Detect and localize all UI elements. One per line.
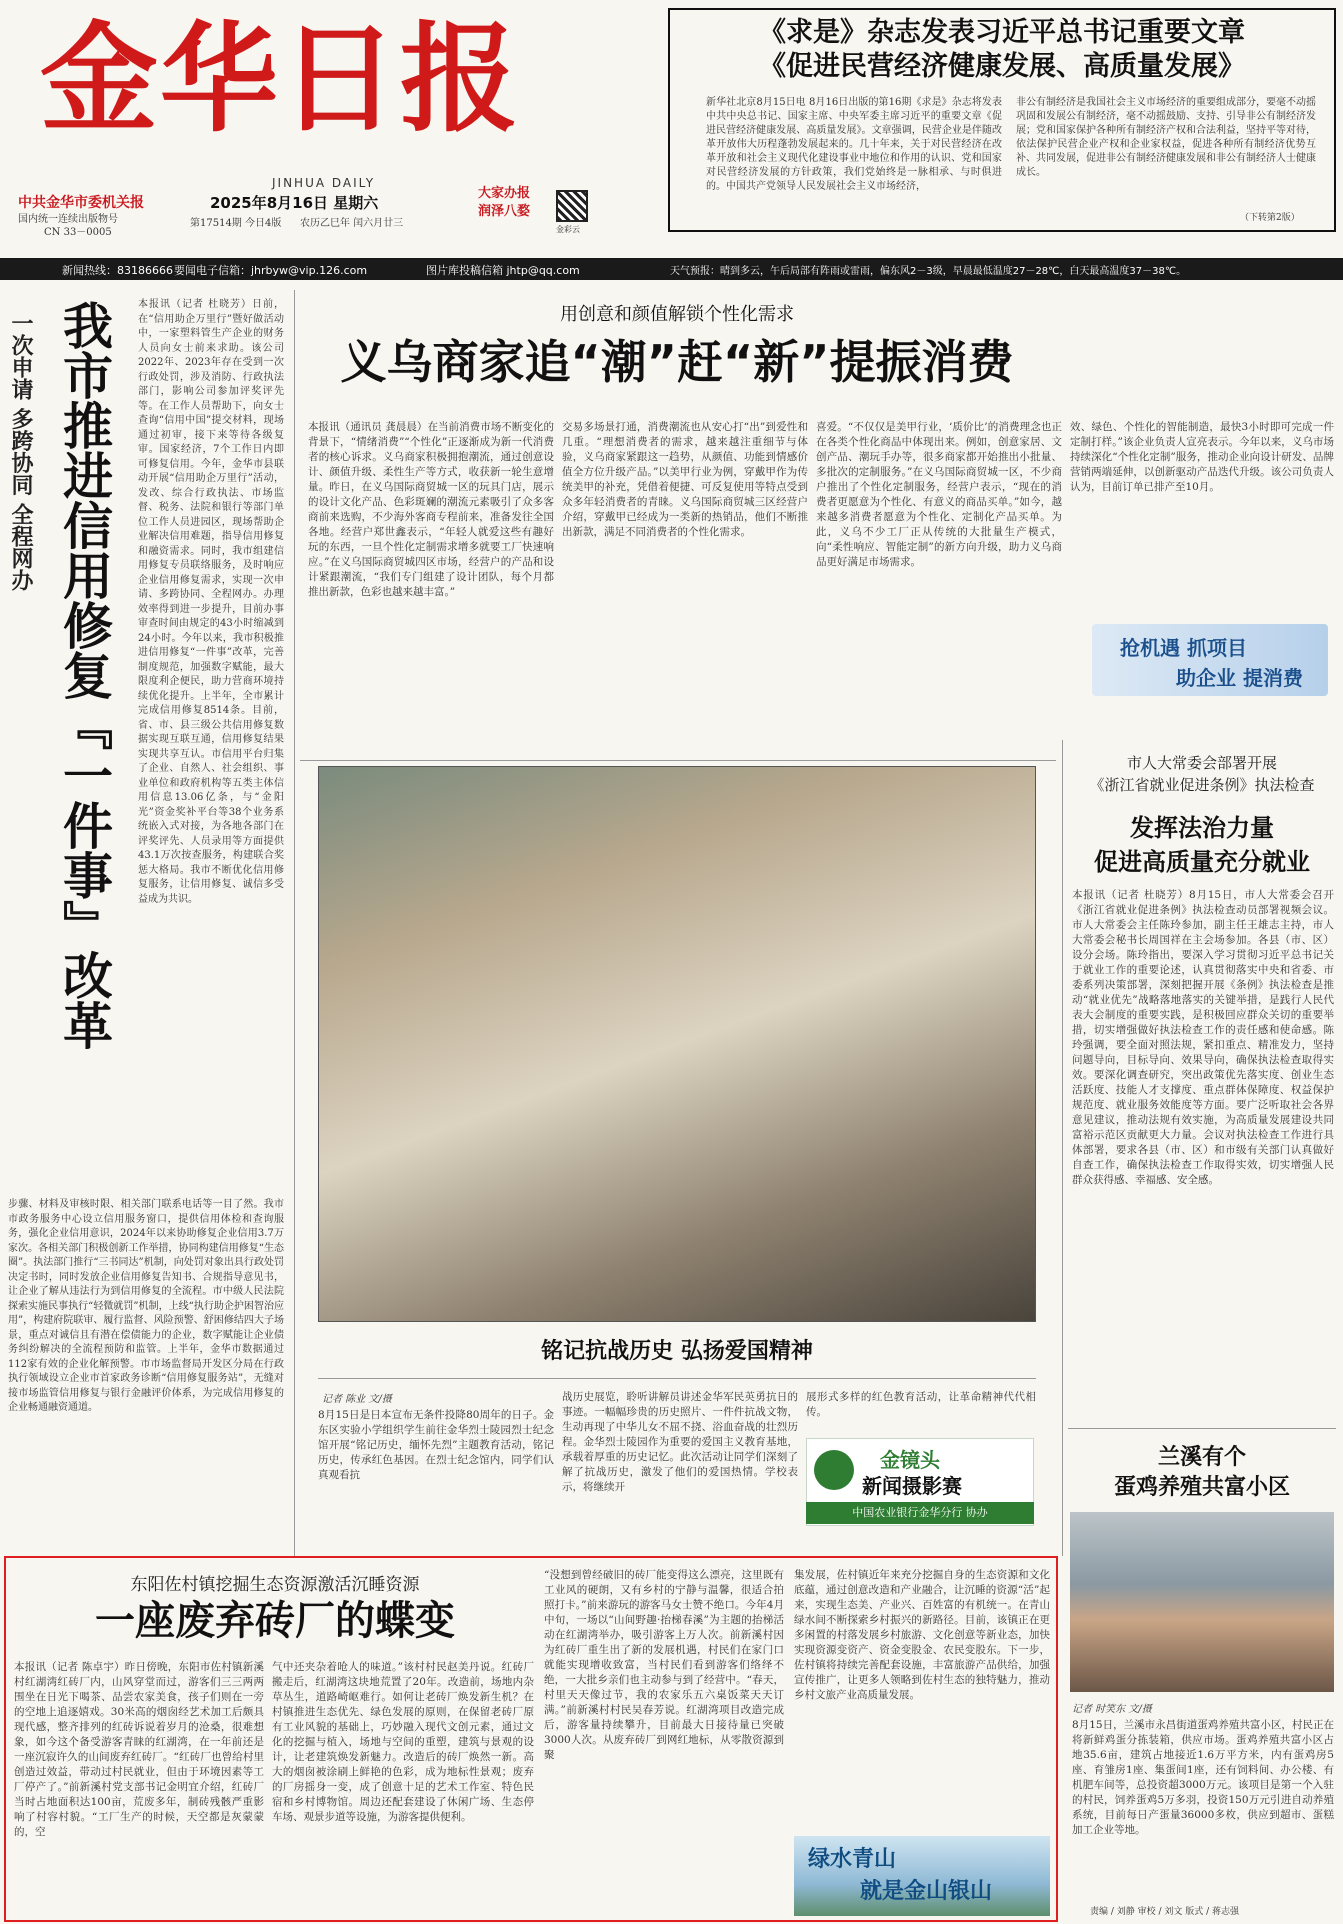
dongyang-col-4: 集发展，佐村镇近年来充分挖掘自身的生态资源和文化底蕴，通过创意改造和产业融合，让沉睡的资源“活”起来，实现生态美、产业兴、百姓富的有机统一。在青山绿水间不断探索乡村振兴的新路径。目前，该镇正在更多闲置的村落发展乡村旅游、文化创意等新业态，加快实现资源变资产、资金变股金、农民变股东。下一步，佐村镇将持续完善配套设施，丰富旅游产品供给，加强宣传推广，让更多人领略到佐村生态的独特魅力，推动乡村文旅产业高质量发展。	[794, 1569, 1050, 1701]
award-sub: 中国农业银行金华分行 协办	[806, 1502, 1034, 1524]
yiwu-col-2: 交易多场景打通，消费潮流也从安心打“出”到爱性和几重。“理想消费者的需求，越来越注重细节与体验，义乌商家紧跟这一趋势，从颜值、功能到情感价值全方位升级产品。”以美甲行业为例，穿戴甲作为传统美甲的补充，凭借着便捷、可反复使用等特点受到众多年轻消费者的青睐。义乌国际商贸城三区经营户介绍，穿戴甲已经成为一类新的热销品，他们不断推出新款，满足不同消费者的个性化需求。	[562, 421, 808, 538]
top-story-col-1: 新华社北京8月15日电 8月16日出版的第16期《求是》杂志将发表中共中央总书记、国家主席、中央军委主席习近平的重要文章《促进民营经济健康发展、高质量发展》。文章强调，民营企业是伴随改革开放伟大历程蓬勃发展起来的。几十年来，关于对民营经济在改革开放和社会主义现代化建设事业中地位和作用的认识、党和国家对民营经济发展的方针政策，我们党始终是一脉相承、与时俱进的。中国共产党领导人民发展社会主义市场经济，	[706, 97, 1002, 192]
yiwu-slogan-2: 助企业 提消费	[1176, 666, 1303, 690]
yiwu-title[interactable]: 义乌商家追“潮”赶“新”提振消费	[340, 335, 1014, 389]
masthead-publisher: 中共金华市委机关报	[18, 195, 144, 211]
dongyang-kicker: 东阳佐村镇挖掘生态资源激活沉睡资源	[130, 1575, 420, 1595]
credit-main-title[interactable]: 我市推进信用修复『一件事』改革	[55, 300, 113, 1050]
yiwu-col-1: 本报讯（通讯员 龚晨晨）在当前消费市场不断变化的背景下，“情绪消费”“个性化”正逐渐成为新一代消费者的核心诉求。义乌商家积极拥抱潮流，通过创意设计、颜值升级、柔性生产等方式，收获新一轮生意增量。昨日，在义乌国际商贸城一区的玩具门店，展示的设计文化产品、色彩斑斓的潮流元素吸引了众多客商前来选购，不少海外客商专程前来，准备发往全国各地。经营户郑世鑫表示，“年轻人就爱这些有趣好玩的东西，一旦个性化定制需求增多就要工厂快速响应。”在义乌国际商贸城四区市场，经营户的产品和设计紧跟潮流，“我们专门组建了设计团队，每个月都推出新款，色彩也越来越丰富。”	[308, 421, 554, 598]
top-story-title-2[interactable]: 《促进民营经济健康发展、高质量发展》	[759, 51, 1245, 82]
dongyang-title[interactable]: 一座废弃砖厂的蝶变	[95, 1598, 455, 1644]
info-weather: 天气预报：晴到多云，午后局部有阵雨或雷雨，偏东风2－3级，早晨最低温度27－28℃，白天最高温度37－38℃。	[670, 266, 1187, 277]
divider	[294, 290, 295, 1556]
law-kicker-2: 《浙江省就业促进条例》执法检查	[1089, 776, 1315, 794]
lanxi-title-1[interactable]: 兰溪有个	[1157, 1445, 1246, 1470]
divider	[1068, 1428, 1336, 1429]
lanxi-body: 8月15日，兰溪市永昌街道蛋鸡养殖共富小区，村民正在将新鲜鸡蛋分拣装箱，供应市场。蛋鸡养殖共富小区占地35.6亩，建筑占地接近1.6万平方米，内有蛋鸡房5座、育雏房1座、集蛋间1座，还有饲料间、办公楼、有机肥车间等，总投资超3000万元。该项目是第一个入驻的村民，饲养蛋鸡5万多羽，投资150万元引进自动养殖系统，目前每日产蛋量36000多枚，供应到超市、蛋糕加工企业等地。	[1072, 1719, 1334, 1836]
lanxi-byline: 记者 时笑东 文/摄	[1072, 1704, 1152, 1715]
top-story-title-1[interactable]: 《求是》杂志发表习近平总书记重要文章	[759, 17, 1245, 48]
bank-logo-icon	[814, 1450, 854, 1490]
info-email[interactable]: 要闻电子信箱：jhrbyw@vip.126.com	[174, 264, 368, 277]
qr-label: 金彩云	[556, 225, 580, 234]
info-hotline: 新闻热线：83186666	[62, 264, 173, 277]
photo-col-3: 展形式多样的红色教育活动，让革命精神代代相传。	[806, 1391, 1036, 1418]
award-title-1: 金镜头	[880, 1448, 940, 1472]
law-kicker-1: 市人大常委会部署开展	[1126, 754, 1277, 772]
masthead-badge-1: 大家办报	[478, 186, 531, 201]
divider	[318, 1378, 1036, 1379]
masthead-badge-2: 润泽八婺	[478, 204, 531, 219]
lanxi-photo[interactable]	[1070, 1512, 1334, 1692]
photo-caption: 铭记抗战历史 弘扬爱国精神	[541, 1339, 813, 1364]
yiwu-kicker: 用创意和颜值解锁个性化需求	[560, 304, 794, 325]
law-title-1[interactable]: 发挥法治力量	[1130, 814, 1274, 842]
masthead-date: 2025年8月16日 星期六	[210, 194, 379, 212]
info-photo-email[interactable]: 图片库投稿信箱 jhtp@qq.com	[426, 264, 580, 277]
masthead-issue: 第17514期 今日4版	[190, 218, 282, 229]
yiwu-col-3: 喜爱。“不仅仅是美甲行业，‘质价比’的消费理念也正在各类个性化商品中体现出来。例如，创意家居、文创产品、潮玩手办等，很多商家都开始推出小批量、多批次的定制服务。”在义乌国际商贸城一区，不少商户推出了个性化定制服务，经营户表示，“现在的消费者更愿意为个性化、有意义的商品买单。”如今，越来越多消费者愿意为个性化、定制化产品买单。为此，义乌不少工厂正从传统的大批量生产模式，向“柔性响应、智能定制”的新方向升级，助力义乌商品更好满足市场需求。	[816, 421, 1062, 568]
dongyang-col-1: 本报讯（记者 陈卓宇）昨日傍晚，东阳市佐村镇新溪村红湖湾红砖厂内，山风穿堂而过，游客们三三两两围坐在日光下喝茶、品尝农家美食，孩子们则在一旁的空地上追逐嬉戏。30米高的烟囱经艺术加工后颇具现代感，整齐排列的红砖诉说着岁月的沧桑，很难想象，如今这个备受游客青睐的红湖湾，在一年前还是一座沉寂许久的山间废弃红砖厂。“红砖厂也曾给村里创造过效益，带动过村民就业，但由于环境因素等工厂停产了。”前新溪村党支部书记金明宜介绍，红砖厂当时占地面积达100亩，荒废多年，制砖残骸严重影响了村容村貌。“工厂生产的时候，天空都是灰蒙蒙的，空	[14, 1661, 264, 1838]
photo-byline: 记者 陈业 文/摄	[322, 1394, 392, 1405]
masthead-serial: 国内统一连续出版物号	[18, 214, 118, 225]
dongyang-col-2: 气中还夹杂着呛人的味道。”该村村民赵美丹说。红砖厂搬走后，红湖湾这块地荒置了20年。改造前，场地内杂草丛生，道路崎岖难行。如何让老砖厂焕发新生机？在村镇推进生态优先、绿色发展的原则，在保留老砖厂原有工业风貌的基础上，巧妙融入现代文创元素，通过文化的挖掘与植入，场地与空间的重塑，建筑与景观的设计，让老建筑焕发新魅力。改造后的砖厂焕然一新。高大的烟囱被涂刷上鲜艳的色彩，成为地标性景观；废弃的厂房摇身一变，成了创意十足的艺术工作室、特色民宿和乡村博物馆。周边还配套建设了休闲广场、生态停车场、观景步道等设施，为游客提供便利。	[272, 1661, 534, 1823]
photo-col-1: 8月15日是日本宣布无条件投降80周年的日子。金东区实验小学组织学生前往金华烈士陵园烈士纪念馆开展“铭记历史，缅怀先烈”主题教育活动，铭记历史，传承红色基因。在烈士纪念馆内，同学们认真观看抗	[318, 1409, 554, 1481]
credit-body-1: 本报讯（记者 杜晓芳）日前，在“信用助企万里行”暨好做活动中，一家塑料管生产企业的财务人员向女士前来求助。该公司2022年、2023年存在受到一次行政处罚，涉及消防、行政执法部门，影响公司参加评奖评先等。在工作人员帮助下，向女士查询“信用中国”提交材料，现场通过初审，接下来等待各级复审。国家经济，7个工作日内即可修复信用。今年，金华市县联动开展“信用助企万里行”活动，发改、综合行政执法、市场监督、税务、法院和银行等部门单位工作人员进园区，现场帮助企业解决信用难题，指导信用修复和融资需求。同时，我市组建信用修复专员联络服务，及时响应企业信用修复需求，实现一次申请、多跨协同、全程网办。办理效率得到进一步提升，目前办事审查时间由规定的43小时缩减到24小时。今年以来，我市积极推进信用修复“一件事”改革，完善制度规范，加强数字赋能，最大限度利企便民，助力营商环境持续优化提升。上半年，全市累计完成信用修复8514条。目前，省、市、县三级公共信用修复数据实现互联互通，信用修复结果实现共享互认。市信用平台归集了企业、自然人、社会组织、事业单位和政府机构等五类主体信用信息13.06亿条，与“金阳光”资金奖补平台等38个业务系统嵌入式对接，为各地各部门在评奖评先、人员录用等方面提供43.1万次按查服务，构建联合奖惩大格局。我市不断优化信用修复服务，让信用修复、诚信多受益成为共识。	[138, 299, 284, 905]
photo-main[interactable]	[318, 766, 1036, 1322]
divider	[300, 760, 1056, 761]
award-title-2: 新闻摄影赛	[862, 1474, 962, 1498]
lanxi-title-2[interactable]: 蛋鸡养殖共富小区	[1113, 1475, 1290, 1500]
dongyang-col-3: “没想到曾经破旧的砖厂能变得这么漂亮，这里既有工业风的硬朗，又有乡村的宁静与温馨，很适合拍照打卡。”前来游玩的游客马女士赞不绝口。今年4月中旬，一场以“山间野趣·抬梯春溪”为主题的抬梯活动在红湖湾举办，吸引游客上万人次。前新溪村因为红砖厂重生出了新的发展机遇，村民们在家门口就能实现增收致富，当村民们看到游客们络绎不绝，一大批乡亲们也主动参与到了经营中。“春天，村里天天像过节，我的农家乐五六桌饭菜天天订满。”前新溪村村民吴春芳说。红湖湾项目改造完成后，游客量持续攀升，目前最大日接待量已突破3000人次。从废弃砖厂到网红地标，从零散资源到聚	[544, 1569, 784, 1761]
dongyang-slogan-1: 绿水青山	[808, 1847, 897, 1872]
qr-code-icon[interactable]	[556, 190, 588, 222]
masthead-lunar: 农历乙巳年 闰六月廿三	[300, 218, 404, 229]
masthead-title: 金华日报	[40, 9, 521, 148]
yiwu-col-4: 效、绿色、个性化的智能制造，最快3小时即可完成一件定制打样。”该企业负责人宣亮表示。今年以来，义乌市场持续深化“个性化定制”服务，推动企业向设计研发、品牌营销两端延伸，以创新驱动产品迭代升级。该公司负责人认为，目前订单已排产至10月。	[1070, 421, 1334, 493]
yiwu-slogan-1: 抢机遇 抓项目	[1120, 636, 1247, 660]
top-story-continued: （下转第2版）	[1240, 213, 1300, 223]
photo-col-2: 战历史展览，聆听讲解员讲述金华军民英勇抗日的事迹。一幅幅珍贵的历史照片、一件件抗战文物，生动再现了中华儿女不屈不挠、浴血奋战的壮烈历程。金华烈士陵园作为重要的爱国主义教育基地，承载着厚重的历史记忆。此次活动让同学们深刻了解了抗战历史，激发了他们的爱国热情。学校表示，将继续开	[562, 1391, 798, 1493]
dongyang-slogan-2: 就是金山银山	[860, 1879, 993, 1904]
top-story[interactable]	[668, 8, 1336, 232]
top-story-col-2: 非公有制经济是我国社会主义市场经济的重要组成部分，要毫不动摇巩固和发展公有制经济，毫不动摇鼓励、支持、引导非公有制经济发展；党和国家保护各种所有制经济产权和合法利益，坚持平等对待，依法保护民营企业产权和企业家权益，促进各种所有制经济优势互补、共同发展，促进非公有制经济健康发展和非公有制经济人士健康成长。	[1016, 97, 1316, 178]
divider	[1062, 740, 1063, 1556]
masthead-cn: CN 33－0005	[44, 227, 112, 238]
masthead-pinyin: JINHUA DAILY	[272, 176, 376, 190]
law-title-2[interactable]: 促进高质量充分就业	[1094, 848, 1310, 876]
credit-side-title: 一次申请 多跨协同 全程网办	[8, 312, 33, 592]
credit-body-2: 步骤、材料及审核时限、相关部门联系电话等一目了然。我市市政务服务中心设立信用服务窗口，提供信用体检和查询服务，强化企业信用意识，2024年以来协助修复企业信用3.7万家次。各相关部门积极创新工作举措，协同构建信用修复“生态圈”。执法部门推行“三书同达”机制，向处罚对象出具行政处罚决定书时，同时发放企业信用修复告知书、合规指导意见书，让企业了解从违法行为到信用修复的全流程。市中级人民法院探索实施民事执行“轻微就罚”机制，上线“执行助企护困智治应用”，构建府院联审、履行监督、风险预警、舒困修结四大子场景，重点对诚信且有潜在偿债能力的企业，数字赋能让企业债务纠纷解决的全流程预防和监管。上半年，金华市数据通过112家有效的企业化解预警。市市场监督局开发区分局在行政执行领域设立企业市首家政务诊断“信用修复服务站”，无缝对接市场监管信用修复与银行金融评价体系，为完成信用修复的企业畅通融资通道。	[8, 1199, 284, 1413]
masthead	[10, 6, 540, 238]
law-body: 本报讯（记者 杜晓芳）8月15日，市人大常委会召开《浙江省就业促进条例》执法检查动员部署视频会议。市人大常委会主任陈玲参加，副主任王雄志主持，市人大常委会秘书长周国祥在主会场参加。各县（市、区）设分会场。陈玲指出，要深入学习贯彻习近平总书记关于就业工作的重要论述，认真贯彻落实中央和省委、市委系列决策部署，深刻把握开展《条例》执法检查是推动“就业优先”战略落地落实的关键举措，是践行人民代表大会制度的重要实践，是积极回应群众关切的重要举措，切实增强做好执法检查工作的责任感和使命感。陈玲强调，要全面对照法规，紧扣重点、精准发力，坚持问题导向，目标导向、效果导向，确保执法检查取得实效。要深化调查研究，突出政策优先落实度、创业生态活跃度、技能人才支撑度、重点群体保障度、权益保护规范度、就业服务效能度等方面。要广泛听取社会各界意见建议，推动法规有效实施，为高质量发展建设共同富裕示范区贡献更大力量。会议对执法检查工作进行具体部署，要求各县（市、区）和市级有关部门认真做好自查工作，确保执法检查工作取得实效，切实增强人民群众获得感、幸福感、安全感。	[1072, 889, 1334, 1186]
footer-credits: 责编 / 刘静 审校 / 刘文 版式 / 蒋志强	[1090, 1907, 1239, 1917]
